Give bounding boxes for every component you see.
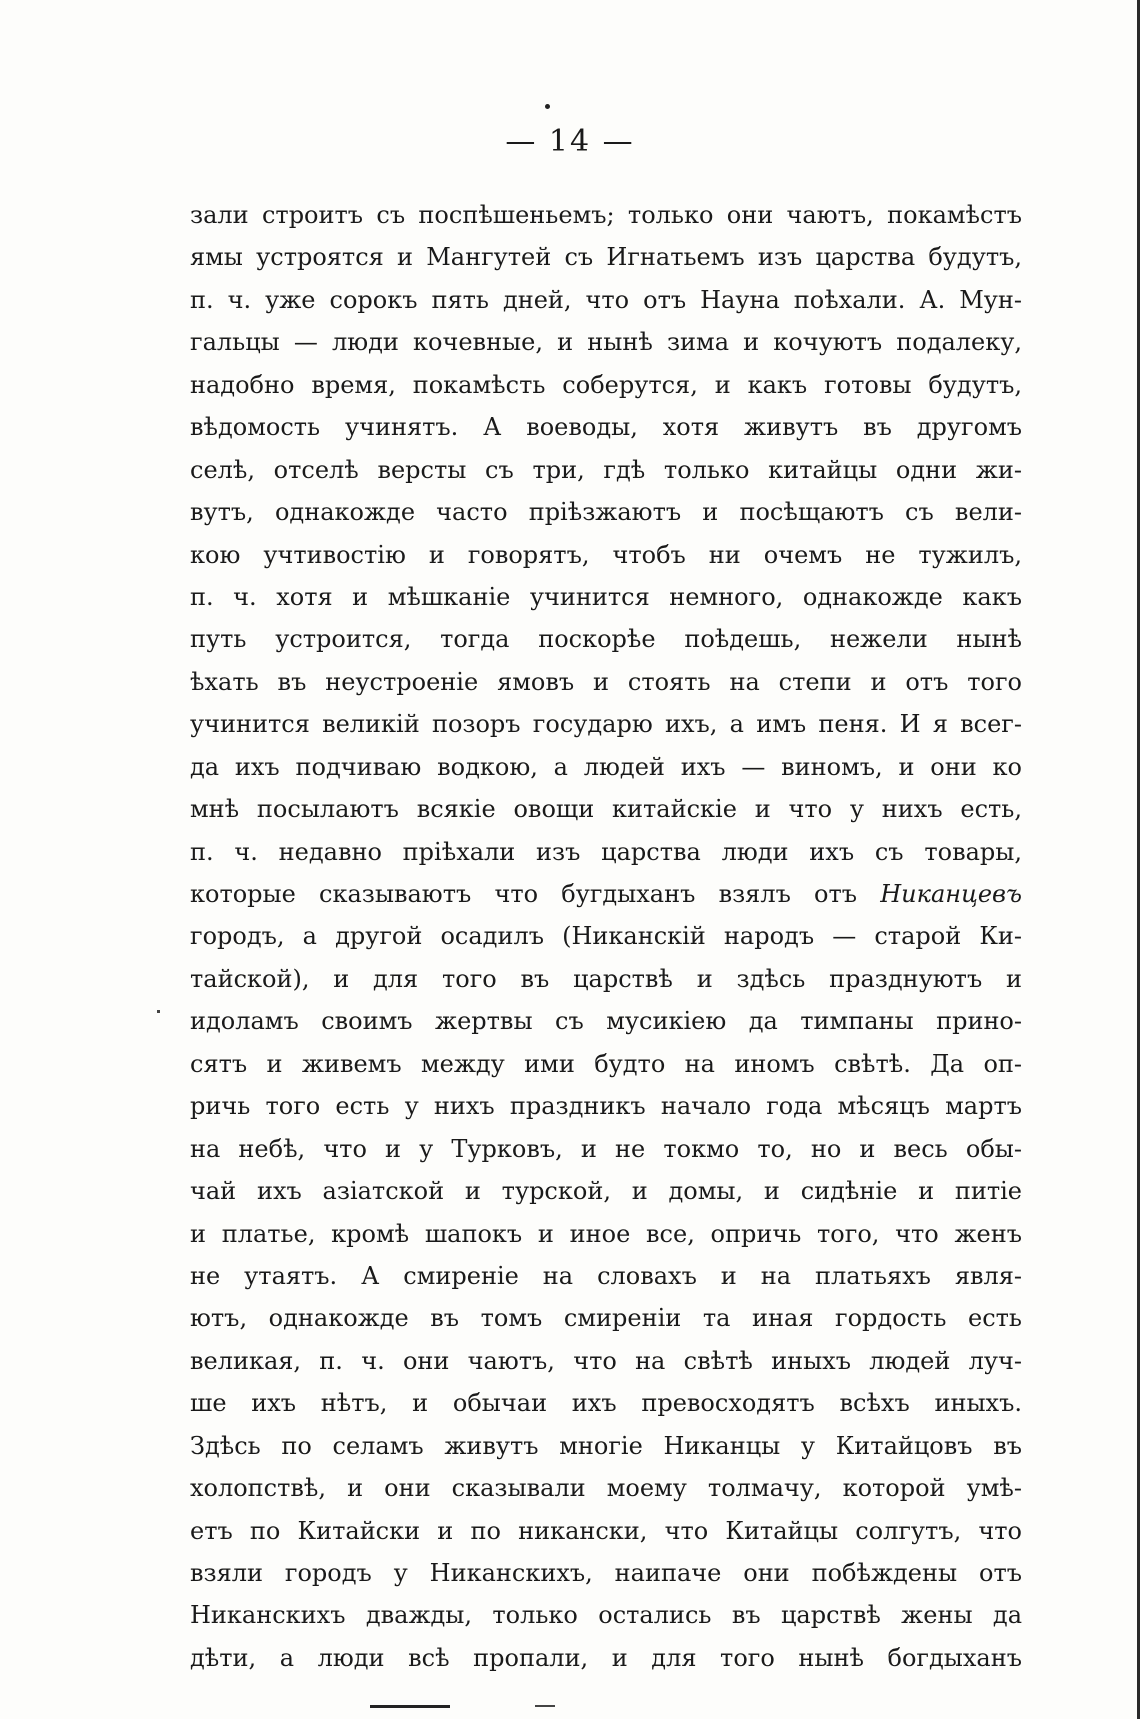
- text-line-7: селѣ, отселѣ версты съ три, гдѣ только китайцы одни жи-: [190, 455, 1022, 484]
- text-line-17-main: которые сказываютъ что бугдыханъ взялъ отъ: [190, 880, 881, 908]
- text-line-33: взяли городъ у Никанскихъ, наипаче они побѣждены отъ: [190, 1559, 1022, 1587]
- text-line-17: [190, 873, 1022, 915]
- text-line-12: ѣхать въ неустроеніе ямовъ и стоять на степи и отъ того: [190, 667, 1022, 696]
- text-line-1: зали строитъ съ поспѣшеньемъ; только они чаютъ, покамѣстъ: [190, 201, 1022, 229]
- text-line-32: етъ по Китайски и по никански, что Китайцы солгутъ, что: [190, 1516, 1022, 1545]
- bottom-rule: [370, 1705, 450, 1708]
- text-line-4: гальцы — люди кочевные, и нынѣ зима и кочуютъ подалеку,: [190, 328, 1022, 357]
- text-line-27: ютъ, однакожде въ томъ смиреніи та иная гордость есть: [190, 1304, 1022, 1333]
- text-line-29: ше ихъ нѣтъ, и обычаи ихъ превосходятъ всѣхъ иныхъ.: [190, 1389, 1022, 1418]
- text-line-13: учинится великій позоръ государю ихъ, а имъ пеня. И я всег-: [190, 710, 1022, 739]
- bottom-rule-small: [535, 1705, 555, 1707]
- top-speck: [545, 104, 550, 109]
- text-line-34: Никанскихъ дважды, только остались въ царствѣ жены да: [190, 1601, 1022, 1630]
- text-line-30: Здѣсь по селамъ живутъ многіе Никанцы у Китайцовъ въ: [190, 1431, 1022, 1460]
- text-line-25: и платье, кромѣ шапокъ и иное все, опричь того, что женъ: [190, 1219, 1022, 1248]
- text-line-2: ямы устроятся и Мангутей съ Игнатьемъ изъ царства будутъ,: [190, 243, 1022, 272]
- text-line-35: дѣти, а люди всѣ пропали, и для того нынѣ богдыханъ: [190, 1643, 1022, 1672]
- text-line-8: вутъ, однакожде часто пріѣзжаютъ и посѣщаютъ съ вели-: [190, 498, 1022, 527]
- text-line-18: городъ, а другой осадилъ (Никанскій народъ — старой Ки-: [190, 922, 1022, 951]
- text-line-21: сятъ и живемъ между ими будто на иномъ свѣтѣ. Да оп-: [190, 1049, 1022, 1078]
- italic-word-nikantsev: Никанцевъ: [880, 880, 1022, 908]
- body-text: [190, 194, 1022, 1679]
- text-line-28: великая, п. ч. они чаютъ, что на свѣтѣ иныхъ людей луч-: [190, 1346, 1022, 1375]
- text-line-10: п. ч. хотя и мѣшканіе учинится немного, однакожде какъ: [190, 582, 1022, 611]
- text-line-26: не утаятъ. А смиреніе на словахъ и на платьяхъ явля-: [190, 1261, 1022, 1290]
- text-line-15: мнѣ посылаютъ всякіе овощи китайскіе и что у нихъ есть,: [190, 795, 1022, 824]
- text-line-24: чай ихъ азіатской и турской, и домы, и сидѣніе и питіе: [190, 1177, 1022, 1206]
- text-line-6: вѣдомость учинятъ. А воеводы, хотя живутъ въ другомъ: [190, 413, 1022, 442]
- text-line-16: п. ч. недавно пріѣхали изъ царства люди ихъ съ товары,: [190, 837, 1022, 866]
- text-line-3: п. ч. уже сорокъ пять дней, что отъ Науна поѣхали. А. Мун-: [190, 285, 1022, 314]
- text-line-14: да ихъ подчиваю водкою, а людей ихъ — виномъ, и они ко: [190, 752, 1022, 781]
- text-line-11: путь устроится, тогда поскорѣе поѣдешь, нежели нынѣ: [190, 625, 1022, 654]
- margin-speck: [157, 1010, 160, 1013]
- page-number: — 14 —: [505, 124, 635, 159]
- text-line-19: тайской), и для того въ царствѣ и здѣсь празднуютъ и: [190, 964, 1022, 993]
- text-line-23: на небѣ, что и у Турковъ, и не токмо то, но и весь обы-: [190, 1134, 1022, 1163]
- text-line-20: идоламъ своимъ жертвы съ мусикіею да тимпаны прино-: [190, 1007, 1022, 1036]
- text-line-31: холопствѣ, и они сказывали моему толмачу, которой умѣ-: [190, 1474, 1022, 1503]
- text-line-5: надобно время, покамѣсть соберутся, и какъ готовы будутъ,: [190, 370, 1022, 399]
- text-line-9: кою учтивостію и говорятъ, чтобъ ни очемъ не тужилъ,: [190, 540, 1022, 569]
- text-line-22: ричь того есть у нихъ праздникъ начало года мѣсяцъ мартъ: [190, 1092, 1022, 1121]
